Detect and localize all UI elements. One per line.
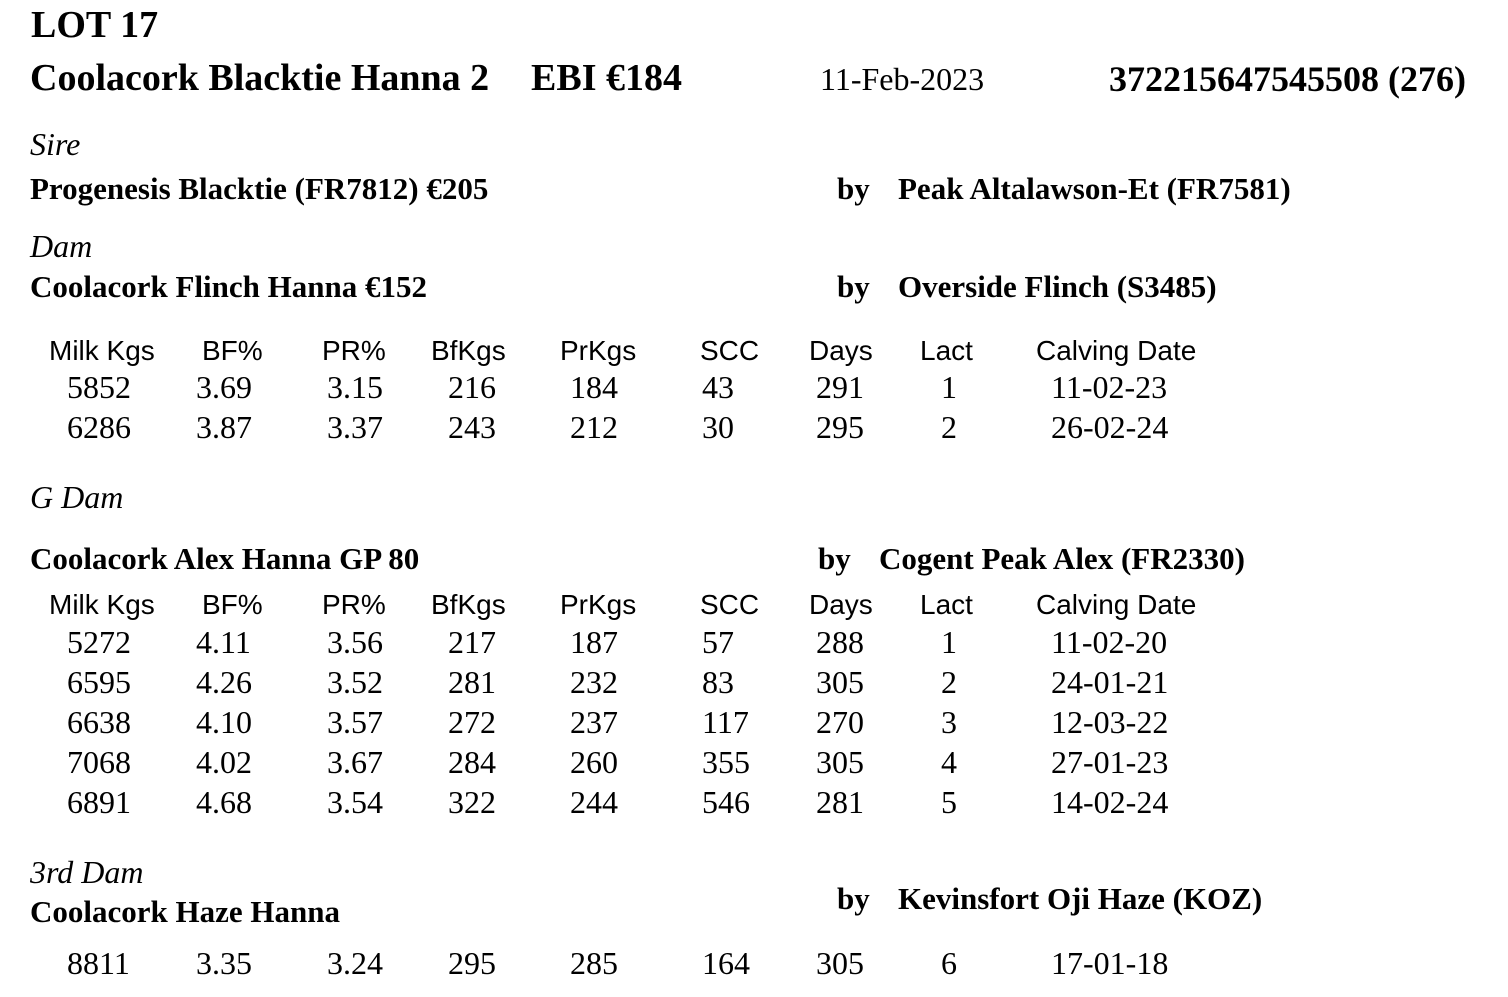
cell-bf-pct: 4.11: [196, 624, 251, 660]
gdam-label: G Dam: [30, 479, 124, 515]
cell-calving-date: 26-02-24: [1051, 409, 1169, 445]
cell-lact: 5: [941, 784, 957, 820]
cell-pr-kgs: 212: [570, 409, 618, 445]
sire-name: Progenesis Blacktie (FR7812) €205: [30, 171, 489, 206]
cell-lact: 1: [941, 624, 957, 660]
dam-by: by: [837, 269, 870, 304]
cell-milk-kgs: 6638: [67, 704, 131, 740]
column-header-milk-kgs: Milk Kgs: [49, 335, 155, 366]
cell-pr-pct: 3.37: [327, 409, 383, 445]
cell-milk-kgs: 7068: [67, 744, 131, 780]
cell-lact: 2: [941, 409, 957, 445]
cell-pr-kgs: 187: [570, 624, 618, 660]
cell-days: 288: [816, 624, 864, 660]
cell-bf-kgs: 322: [448, 784, 496, 820]
column-header-scc: SCC: [700, 335, 760, 366]
cell-calving-date: 17-01-18: [1051, 945, 1169, 981]
cell-scc: 164: [702, 945, 750, 981]
cell-lact: 4: [941, 744, 957, 780]
cell-pr-kgs: 285: [570, 945, 618, 981]
cell-pr-pct: 3.56: [327, 624, 383, 660]
lot-number: LOT 17: [31, 4, 159, 46]
cell-calving-date: 24-01-21: [1051, 664, 1169, 700]
cell-lact: 1: [941, 369, 957, 405]
cell-pr-kgs: 260: [570, 744, 618, 780]
column-header-bf-kgs: BfKgs: [431, 589, 506, 620]
cell-calving-date: 14-02-24: [1051, 784, 1169, 820]
cell-days: 281: [816, 784, 864, 820]
cell-pr-kgs: 237: [570, 704, 618, 740]
cell-milk-kgs: 6286: [67, 409, 131, 445]
third-dam-sire: Kevinsfort Oji Haze (KOZ): [898, 881, 1263, 916]
cell-milk-kgs: 5272: [67, 624, 131, 660]
column-header-bf-pct: BF%: [202, 335, 263, 366]
column-header-pr-pct: PR%: [322, 335, 386, 366]
dam-name: Coolacork Flinch Hanna €152: [30, 269, 428, 304]
third-dam-name: Coolacork Haze Hanna: [30, 894, 340, 929]
cell-pr-kgs: 184: [570, 369, 618, 405]
animal-name: Coolacork Blacktie Hanna 2: [30, 57, 490, 99]
cell-scc: 117: [702, 704, 749, 740]
column-header-calving-date: Calving Date: [1036, 335, 1197, 366]
cell-lact: 6: [941, 945, 957, 981]
third-dam-label: 3rd Dam: [30, 854, 144, 890]
cell-scc: 57: [702, 624, 734, 660]
cell-bf-kgs: 281: [448, 664, 496, 700]
cell-milk-kgs: 8811: [67, 945, 130, 981]
cell-scc: 355: [702, 744, 750, 780]
cell-lact: 3: [941, 704, 957, 740]
cell-bf-kgs: 272: [448, 704, 496, 740]
column-header-lact: Lact: [920, 589, 973, 620]
cell-bf-pct: 4.10: [196, 704, 252, 740]
cell-milk-kgs: 6595: [67, 664, 131, 700]
cell-bf-pct: 4.26: [196, 664, 252, 700]
cell-calving-date: 12-03-22: [1051, 704, 1169, 740]
column-header-days: Days: [809, 335, 873, 366]
cell-bf-pct: 3.69: [196, 369, 252, 405]
cell-days: 305: [816, 945, 864, 981]
cell-calving-date: 27-01-23: [1051, 744, 1169, 780]
cell-pr-kgs: 244: [570, 784, 618, 820]
cell-bf-kgs: 295: [448, 945, 496, 981]
column-header-scc: SCC: [700, 589, 760, 620]
column-header-bf-kgs: BfKgs: [431, 335, 506, 366]
cell-pr-pct: 3.54: [327, 784, 383, 820]
cell-scc: 43: [702, 369, 734, 405]
gdam-sire: Cogent Peak Alex (FR2330): [879, 541, 1245, 576]
cell-days: 295: [816, 409, 864, 445]
column-header-calving-date: Calving Date: [1036, 589, 1197, 620]
cell-pr-pct: 3.67: [327, 744, 383, 780]
cell-bf-kgs: 217: [448, 624, 496, 660]
cell-pr-kgs: 232: [570, 664, 618, 700]
cell-days: 305: [816, 664, 864, 700]
gdam-name: Coolacork Alex Hanna GP 80: [30, 541, 420, 576]
cell-milk-kgs: 5852: [67, 369, 131, 405]
cell-lact: 2: [941, 664, 957, 700]
cell-scc: 546: [702, 784, 750, 820]
cell-calving-date: 11-02-23: [1051, 369, 1168, 405]
column-header-pr-kgs: PrKgs: [560, 589, 637, 620]
cell-bf-pct: 4.68: [196, 784, 252, 820]
cell-pr-pct: 3.52: [327, 664, 383, 700]
cell-scc: 83: [702, 664, 734, 700]
sire-by: by: [837, 171, 870, 206]
animal-ebi: EBI €184: [531, 57, 682, 99]
birth-date: 11-Feb-2023: [820, 61, 985, 97]
cell-pr-pct: 3.57: [327, 704, 383, 740]
cell-pr-pct: 3.24: [327, 945, 383, 981]
cell-bf-pct: 3.87: [196, 409, 252, 445]
cell-days: 291: [816, 369, 864, 405]
dam-sire: Overside Flinch (S3485): [898, 269, 1217, 304]
gdam-by: by: [818, 541, 851, 576]
column-header-pr-pct: PR%: [322, 589, 386, 620]
animal-tag: 372215647545508 (276): [1109, 59, 1466, 99]
cell-bf-kgs: 284: [448, 744, 496, 780]
dam-label: Dam: [30, 228, 93, 264]
sire-label: Sire: [30, 126, 81, 162]
column-header-pr-kgs: PrKgs: [560, 335, 637, 366]
cell-scc: 30: [702, 409, 734, 445]
cell-milk-kgs: 6891: [67, 784, 131, 820]
column-header-bf-pct: BF%: [202, 589, 263, 620]
cell-bf-kgs: 216: [448, 369, 496, 405]
cell-pr-pct: 3.15: [327, 369, 383, 405]
sire-sire: Peak Altalawson-Et (FR7581): [898, 171, 1291, 206]
column-header-days: Days: [809, 589, 873, 620]
cell-bf-kgs: 243: [448, 409, 496, 445]
cell-bf-pct: 4.02: [196, 744, 252, 780]
third-dam-by: by: [837, 881, 870, 916]
column-header-lact: Lact: [920, 335, 973, 366]
column-header-milk-kgs: Milk Kgs: [49, 589, 155, 620]
cell-bf-pct: 3.35: [196, 945, 252, 981]
cell-days: 305: [816, 744, 864, 780]
cell-days: 270: [816, 704, 864, 740]
cell-calving-date: 11-02-20: [1051, 624, 1168, 660]
